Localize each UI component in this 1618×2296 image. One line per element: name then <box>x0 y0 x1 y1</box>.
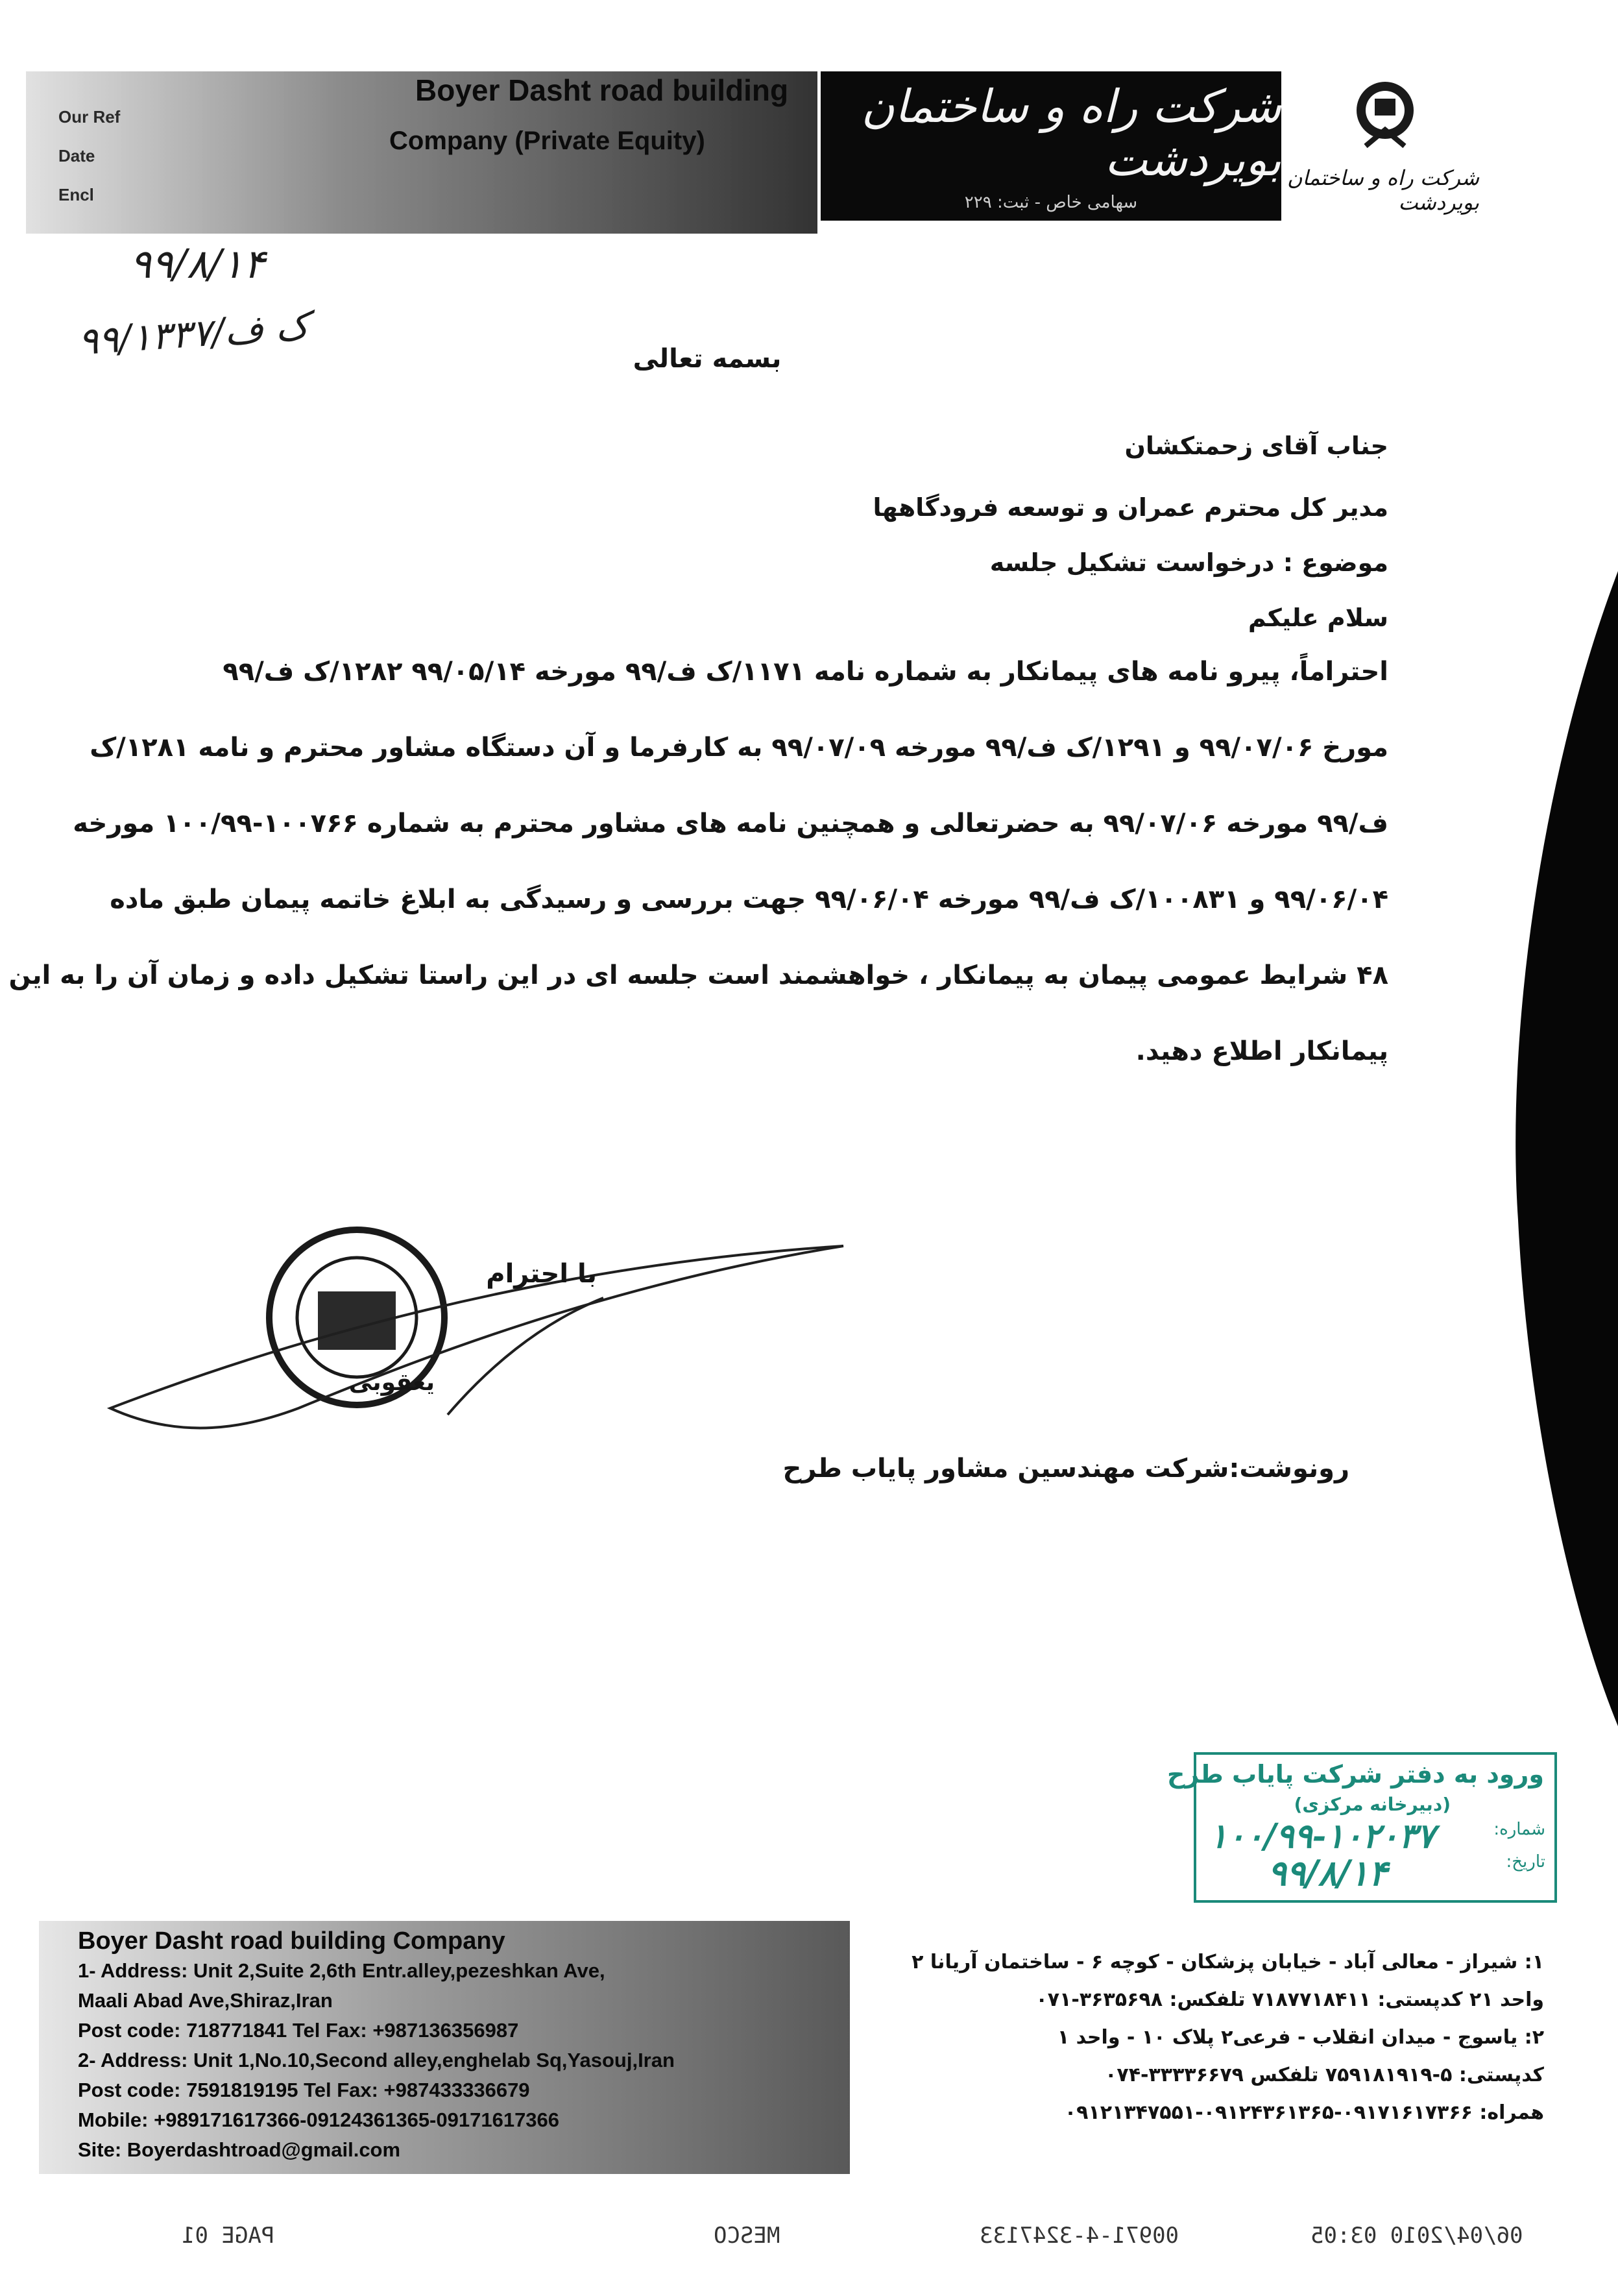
footer-fa-line: همراه: ۰۹۱۷۱۶۱۷۳۶۶-۰۹۱۲۴۳۶۱۳۶۵-۰۹۱۲۱۳۴۷۵۵۱ <box>1064 2101 1544 2124</box>
footer-en-line: 1- Address: Unit 2,Suite 2,6th Entr.alley,pezeshkan Ave, <box>78 1959 605 1982</box>
scan-shadow-artifact <box>1466 571 1618 1726</box>
header-label-date: Date <box>58 146 95 165</box>
cc-line: رونوشت:شرکت مهندسین مشاور پایاب طرح <box>782 1454 1349 1484</box>
footer-en-line: Maali Abad Ave,Shiraz,Iran <box>78 1989 333 2012</box>
body-line: ف/۹۹ مورخه ۹۹/۰۷/۰۶ به حضرتعالی و همچنین نامه های مشاور محترم به شماره ۱۰۰۷۶۶-۱۰۰/۹۹ مورخه <box>73 809 1388 838</box>
fax-page: PAGE 01 <box>182 2223 275 2249</box>
header-field-labels <box>58 97 120 214</box>
receipt-number-label: شماره: <box>1493 1820 1545 1839</box>
body-line: احتراماً، پیرو نامه های پیمانکار به شماره نامه ۱۱۷۱/ک ف/۹۹ مورخه ۹۹/۰۵/۱۴ ۱۲۸۲/ک ف/۹۹ <box>223 657 1388 687</box>
handwritten-ref: ۹۹/ک ف/۱۳۳۷ <box>77 303 311 364</box>
footer-farsi-block <box>863 1944 1544 2132</box>
signature-seal-graphic <box>84 1194 895 1467</box>
header-company-fa-title: شرکت راه و ساختمان بویردشت <box>861 80 1281 186</box>
fax-sender: MESCO <box>714 2223 780 2249</box>
footer-en-line: 2- Address: Unit 1,No.10,Second alley,enghelab Sq,Yasouj,Iran <box>78 2049 675 2071</box>
header-label-ref: Our Ref <box>58 107 121 127</box>
body-line: ۹۹/۰۶/۰۴ و ۱۰۰۸۳۱/ک ف/۹۹ مورخه ۹۹/۰۶/۰۴ جهت بررسی و رسیدگی به ابلاغ خاتمه پیمان طبق ماده <box>110 885 1388 914</box>
footer-en-line: Post code: 7591819195 Tel Fax: +987433336679 <box>78 2079 530 2101</box>
closing-phrase: با احترام <box>486 1259 597 1289</box>
footer-fa-line: ۱: شیراز - معالی آباد - خیابان پزشکان - کوچه ۶ - ساختمان آریانا ۲ <box>912 1951 1544 1973</box>
body-line: پیمانکار اطلاع دهید. <box>1135 1036 1388 1066</box>
letter-subject: موضوع : درخواست تشکیل جلسه <box>989 548 1388 577</box>
company-logo-icon <box>1353 65 1418 162</box>
signer-name: یعقوبی <box>348 1369 435 1396</box>
handwritten-date: ۹۹/۸/۱۴ <box>130 240 265 287</box>
footer-en-line: Site: Boyerdashtroad@gmail.com <box>78 2138 401 2161</box>
receipt-date-label: تاریخ: <box>1506 1852 1545 1872</box>
footer-fa-line: کدپستی: ۵-۷۵۹۱۸۱۹۱۹ تلفکس ۳۳۳۳۶۶۷۹-۰۷۴ <box>1105 2064 1544 2086</box>
receipt-stamp-subtitle: (دبیرخانه مرکزی) <box>1294 1794 1451 1815</box>
logo-caption: شرکت راه و ساختمان بویردشت <box>1287 165 1479 215</box>
receipt-number-value: ۱۰۰/۹۹-۱۰۲۰۳۷ <box>1209 1816 1435 1856</box>
letter-greeting: سلام علیکم <box>1248 604 1388 632</box>
body-line: ۴۸ شرایط عمومی پیمان به پیمانکار ، خواهشمند است جلسه ای در این راستا تشکیل داده و زمان آن را به این <box>8 960 1388 990</box>
header-label-encl: Encl <box>58 185 94 204</box>
recipient-title: مدیر کل محترم عمران و توسعه فرودگاهها <box>873 493 1388 522</box>
receipt-date-value: ۹۹/۸/۱۴ <box>1268 1852 1388 1894</box>
footer-fa-line: ۲: یاسوج - میدان انقلاب - فرعی۲ پلاک ۱۰ - واحد ۱ <box>1057 2026 1544 2049</box>
receipt-stamp <box>1166 1752 1557 1903</box>
receipt-stamp-title: ورود به دفتر شرکت پایاب طرح <box>1166 1760 1544 1789</box>
header-farsi-title-box <box>821 71 1281 221</box>
header-company-fa-subtitle: سهامی خاص - ثبت: ۲۲۹ <box>964 193 1138 212</box>
footer-en-line: Boyer Dasht road building Company <box>78 1927 505 1955</box>
footer-en-line: Post code: 718771841 Tel Fax: +987136356987 <box>78 2019 519 2042</box>
recipient-name: جناب آقای زحمتکشان <box>1124 432 1388 460</box>
footer-english-block <box>78 1926 675 2165</box>
header-company-en-line2: Company (Private Equity) <box>389 127 705 155</box>
basmala: بسمه تعالی <box>633 344 782 374</box>
header-company-en-line1: Boyer Dasht road building <box>415 73 789 107</box>
fax-datetime: 06/04/2010 03:05 <box>1310 2223 1523 2249</box>
footer-en-line: Mobile: +989171617366-09124361365-09171617366 <box>78 2108 560 2131</box>
body-line: مورخ ۹۹/۰۷/۰۶ و ۱۲۹۱/ک ف/۹۹ مورخه ۹۹/۰۷/۰۹ به کارفرما و آن دستگاه مشاور محترم و نامه ۱۲۸۱/ک <box>90 733 1388 763</box>
letter-body <box>8 657 1388 1112</box>
fax-number: 00971-4-3247133 <box>980 2223 1179 2249</box>
footer-fa-line: واحد ۲۱ کدپستی: ۷۱۸۷۷۱۸۴۱۱ تلفکس: ۳۶۳۵۶۹۸-۰۷۱ <box>1035 1988 1544 2011</box>
